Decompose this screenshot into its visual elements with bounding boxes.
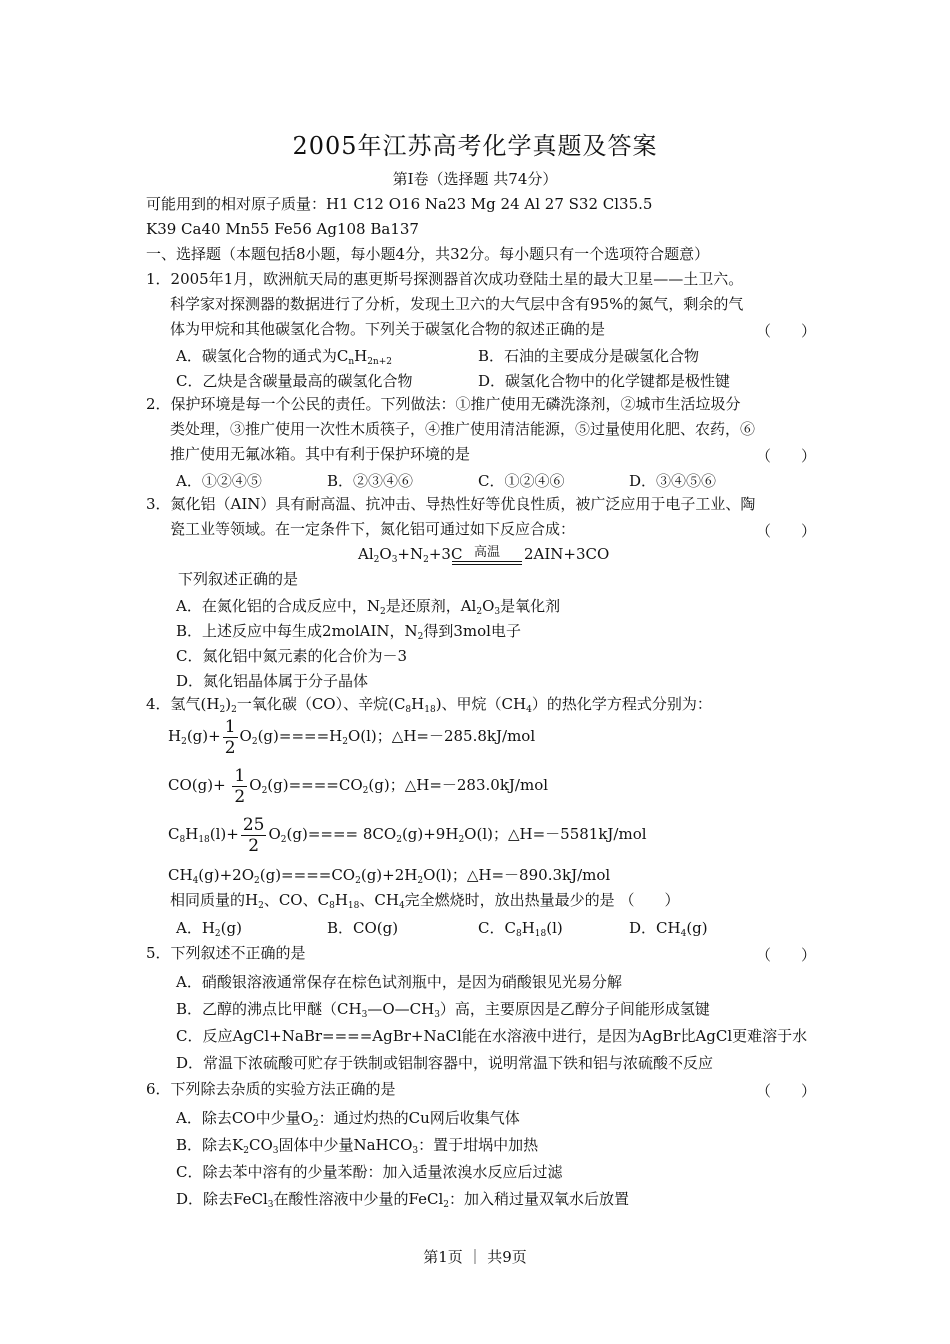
q5-option-d: D．常温下浓硫酸可贮存于铁制或铝制容器中，说明常温下铁和铝与浓硫酸不反应 [176,1054,714,1072]
q4-equation-1: $H_2(g)+$ $\frac{1}{2}$ $O_2(g)====H_2O(l)$；△H=－285.8kJ/mol [168,716,536,758]
q2-line-2: 类处理，③推广使用一次性木质筷子，④推广使用清洁能源，⑤过量使用化肥、农药，⑥ [170,420,756,438]
fraction: $\frac{25}{2}$ [242,814,265,856]
q3-option-c: C．氮化铝中氮元素的化合价为－3 [176,647,408,665]
q6-option-b: B．除去$K_2CO_3$固体中少量NaHCO$_3$：置于坩埚中加热 [176,1136,539,1156]
q2-option-b: B．②③④⑥ [327,472,414,490]
q1-answer-blank: （ ） [756,322,817,340]
q3-option-b: B．上述反应中每生成2molAIN，$N_2$得到3mol电子 [176,622,521,642]
atomic-masses-line-2: K39 Ca40 Mn55 Fe56 Ag108 Ba137 [146,220,419,238]
q1-option-d: D．碳氢化合物中的化学键都是极性键 [478,372,731,390]
q6-option-d: D．除去FeCl$_3$在酸性溶液中少量的FeCl$_2$：加入稍过量双氧水后放置 [176,1190,629,1210]
q4-stem: 相同质量的$H_2$、CO、$C_8H_{18}$、$CH_4$完全燃烧时，放出热量最少的是 （ ） [170,891,680,911]
q1-option-c: C．乙炔是含碳量最高的碳氢化合物 [176,372,413,390]
q4-option-d: D．$CH_4(g)$ [629,919,708,939]
q4-option-b: B．CO(g) [327,919,399,937]
q6-option-c: C．除去苯中溶有的少量苯酚：加入适量浓溴水反应后过滤 [176,1163,563,1181]
q2-line-3: 推广使用无氟冰箱。其中有利于保护环境的是 [170,445,471,463]
q2-answer-blank: （ ） [756,447,817,465]
fraction: $\frac{1}{2}$ [234,765,246,807]
q3-line-1: 3．氮化铝（AIN）具有耐高温、抗冲击、导热性好等优良性质，被广泛应用于电子工业、陶 [146,495,756,513]
q2-line-1: 2．保护环境是每一个公民的责任。下列做法：①推广使用无磷洗涤剂，②城市生活垃圾分 [146,395,741,413]
q4-equation-4: $CH_4(g)+2O_2(g)====CO_2(g)+2H_2O(l)$；△H=－890.3kJ/mol [168,866,611,886]
page-footer: 第1页 ｜ 共9页 [423,1248,527,1266]
q3-reaction-arrow [452,541,522,565]
fraction: $\frac{1}{2}$ [224,716,236,758]
q4-option-a: A．$H_2(g)$ [176,919,242,939]
q6-line-1: 6．下列除去杂质的实验方法正确的是 [146,1080,396,1098]
q3-answer-blank: （ ） [756,522,817,540]
q1-line-1: 1．2005年1月，欧洲航天局的惠更斯号探测器首次成功登陆土星的最大卫星——土卫六。 [146,270,744,288]
atomic-masses-line-1: 可能用到的相对原子质量：H1 C12 O16 Na23 Mg 24 Al 27 S32 Cl35.5 [146,195,653,213]
double-bar-icon [452,561,522,565]
q1-line-3: 体为甲烷和其他碳氢化合物。下列关于碳氢化合物的叙述正确的是 [170,320,606,338]
q1-option-a: A．碳氢化合物的通式为$C_nH_{2n+2}$ [176,347,392,367]
q5-option-c: C．反应AgCl+NaBr====AgBr+NaCl能在水溶液中进行，是因为AgBr比AgCl更难溶于水 [176,1027,808,1045]
section-subtitle: 第Ⅰ卷（选择题 共74分） [392,170,558,188]
q4-equation-3: $C_8H_{18}(l)+$ $\frac{25}{2}$ $O_2(g)==== 8CO_2(g)+9H_2O(l)$；△H=－5581kJ/mol [168,814,647,856]
q2-option-d: D．③④⑤⑥ [629,472,717,490]
q3-option-a: A．在氮化铝的合成反应中，$N_2$是还原剂，$Al_2O_3$是氧化剂 [176,597,561,617]
section-heading: 一、选择题（本题包括8小题，每小题4分，共32分。每小题只有一个选项符合题意） [146,245,710,263]
q2-option-c: C．①②④⑥ [478,472,565,490]
q1-option-b: B．石油的主要成分是碳氢化合物 [478,347,700,365]
q4-equation-2: CO(g)+ $\frac{1}{2}$ $O_2(g)====CO_2(g)$；△H=－283.0kJ/mol [168,765,549,807]
q5-line-1: 5．下列叙述不正确的是 [146,944,306,962]
q6-option-a: A．除去CO中少量$O_2$：通过灼热的Cu网后收集气体 [176,1109,520,1129]
q4-option-c: C．$C_8H_{18}(l)$ [478,919,563,939]
q3-equation-right: 2AIN+3CO [524,545,610,563]
q6-answer-blank: （ ） [756,1082,817,1100]
q5-option-b: B．乙醇的沸点比甲醚$(CH_3—O—CH_3)$高，主要原因是乙醇分子间能形成氢键 [176,1000,710,1020]
page-title: 2005年江苏高考化学真题及答案 [292,132,658,160]
q5-option-a: A．硝酸银溶液通常保存在棕色试剂瓶中，是因为硝酸银见光易分解 [176,973,622,991]
q2-option-a: A．①②④⑤ [176,472,262,490]
q3-stem: 下列叙述正确的是 [178,570,299,588]
q3-equation-left: $Al_2O_3+N_2+3C$ [358,545,463,565]
q4-line-1: 4．氢气$(H_2)_2$一氧化碳（CO）、辛烷$(C_8H_{18})$、甲烷$(CH_4)$的热化学方程式分别为： [146,695,712,715]
q3-option-d: D．氮化铝晶体属于分子晶体 [176,672,369,690]
q3-reaction-condition: 高温 [473,545,500,560]
q5-answer-blank: （ ） [756,946,817,964]
q1-line-2: 科学家对探测器的数据进行了分析，发现土卫六的大气层中含有95%的氮气，剩余的气 [170,295,744,313]
q3-line-2: 瓷工业等领域。在一定条件下，氮化铝可通过如下反应合成： [170,520,576,538]
